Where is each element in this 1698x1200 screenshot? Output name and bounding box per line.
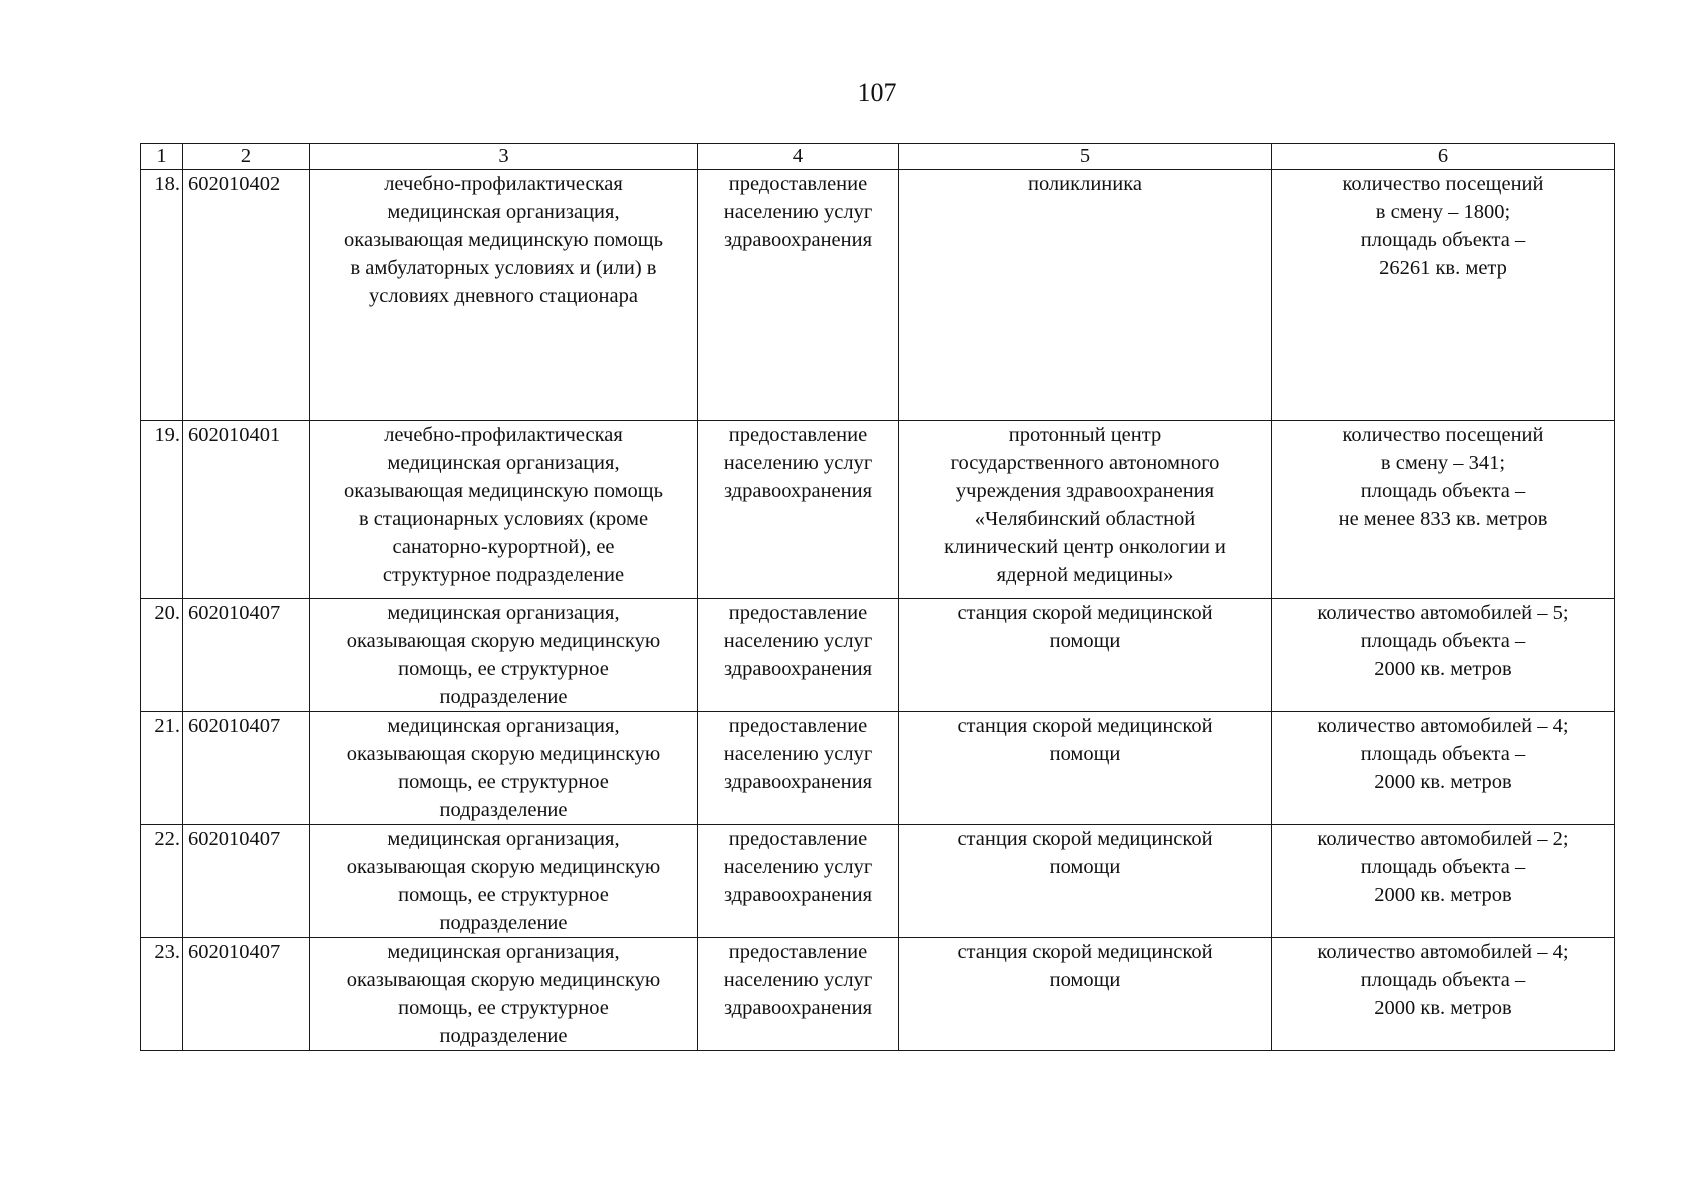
table-row bbox=[141, 170, 1615, 421]
object-purpose: предоставление населению услуг здравоохранения bbox=[698, 599, 899, 712]
column-header: 3 bbox=[310, 144, 698, 170]
object-name: протонный центр государственного автономного учреждения здравоохранения «Челябинский областной клинический центр онкологии и ядерной медицины» bbox=[899, 421, 1272, 599]
object-name: станция скорой медицинской помощи bbox=[899, 825, 1272, 938]
object-code: 602010407 bbox=[183, 712, 310, 825]
object-purpose: предоставление населению услуг здравоохранения bbox=[698, 938, 899, 1051]
object-code: 602010407 bbox=[183, 938, 310, 1051]
column-header: 5 bbox=[899, 144, 1272, 170]
object-name: станция скорой медицинской помощи bbox=[899, 938, 1272, 1051]
column-header: 2 bbox=[183, 144, 310, 170]
row-number: 20. bbox=[141, 599, 183, 712]
objects-table bbox=[140, 143, 1615, 1051]
page-number: 107 bbox=[857, 78, 897, 107]
object-type: медицинская организация, оказывающая скорую медицинскую помощь, ее структурное подразделение bbox=[310, 599, 698, 712]
object-characteristics: количество автомобилей – 4; площадь объекта – 2000 кв. метров bbox=[1272, 712, 1615, 825]
object-characteristics: количество автомобилей – 4; площадь объекта – 2000 кв. метров bbox=[1272, 938, 1615, 1051]
table-header-row bbox=[141, 144, 1615, 170]
table-row bbox=[141, 938, 1615, 1051]
table-row bbox=[141, 825, 1615, 938]
object-characteristics: количество посещений в смену – 1800; площадь объекта – 26261 кв. метр bbox=[1272, 170, 1615, 421]
object-purpose: предоставление населению услуг здравоохранения bbox=[698, 712, 899, 825]
object-name: станция скорой медицинской помощи bbox=[899, 712, 1272, 825]
row-number: 23. bbox=[141, 938, 183, 1051]
object-type: медицинская организация, оказывающая скорую медицинскую помощь, ее структурное подразделение bbox=[310, 825, 698, 938]
object-purpose: предоставление населению услуг здравоохранения bbox=[698, 421, 899, 599]
object-type: лечебно-профилактическая медицинская организация, оказывающая медицинскую помощь в амбулаторных условиях и (или) в условиях дневного стационара bbox=[310, 170, 698, 421]
object-characteristics: количество автомобилей – 5; площадь объекта – 2000 кв. метров bbox=[1272, 599, 1615, 712]
object-characteristics: количество посещений в смену – 341; площадь объекта – не менее 833 кв. метров bbox=[1272, 421, 1615, 599]
column-header: 1 bbox=[141, 144, 183, 170]
object-code: 602010401 bbox=[183, 421, 310, 599]
row-number: 22. bbox=[141, 825, 183, 938]
table-row bbox=[141, 712, 1615, 825]
object-code: 602010402 bbox=[183, 170, 310, 421]
object-purpose: предоставление населению услуг здравоохранения bbox=[698, 825, 899, 938]
object-name: станция скорой медицинской помощи bbox=[899, 599, 1272, 712]
object-type: лечебно-профилактическая медицинская организация, оказывающая медицинскую помощь в стационарных условиях (кроме санаторно-курортной), ее структурное подразделение bbox=[310, 421, 698, 599]
object-characteristics: количество автомобилей – 2; площадь объекта – 2000 кв. метров bbox=[1272, 825, 1615, 938]
table-row bbox=[141, 421, 1615, 599]
row-number: 21. bbox=[141, 712, 183, 825]
object-type: медицинская организация, оказывающая скорую медицинскую помощь, ее структурное подразделение bbox=[310, 712, 698, 825]
row-number: 18. bbox=[141, 170, 183, 421]
column-header: 6 bbox=[1272, 144, 1615, 170]
row-number: 19. bbox=[141, 421, 183, 599]
object-name: поликлиника bbox=[899, 170, 1272, 421]
table-row bbox=[141, 599, 1615, 712]
object-purpose: предоставление населению услуг здравоохранения bbox=[698, 170, 899, 421]
column-header: 4 bbox=[698, 144, 899, 170]
object-code: 602010407 bbox=[183, 825, 310, 938]
object-code: 602010407 bbox=[183, 599, 310, 712]
object-type: медицинская организация, оказывающая скорую медицинскую помощь, ее структурное подразделение bbox=[310, 938, 698, 1051]
